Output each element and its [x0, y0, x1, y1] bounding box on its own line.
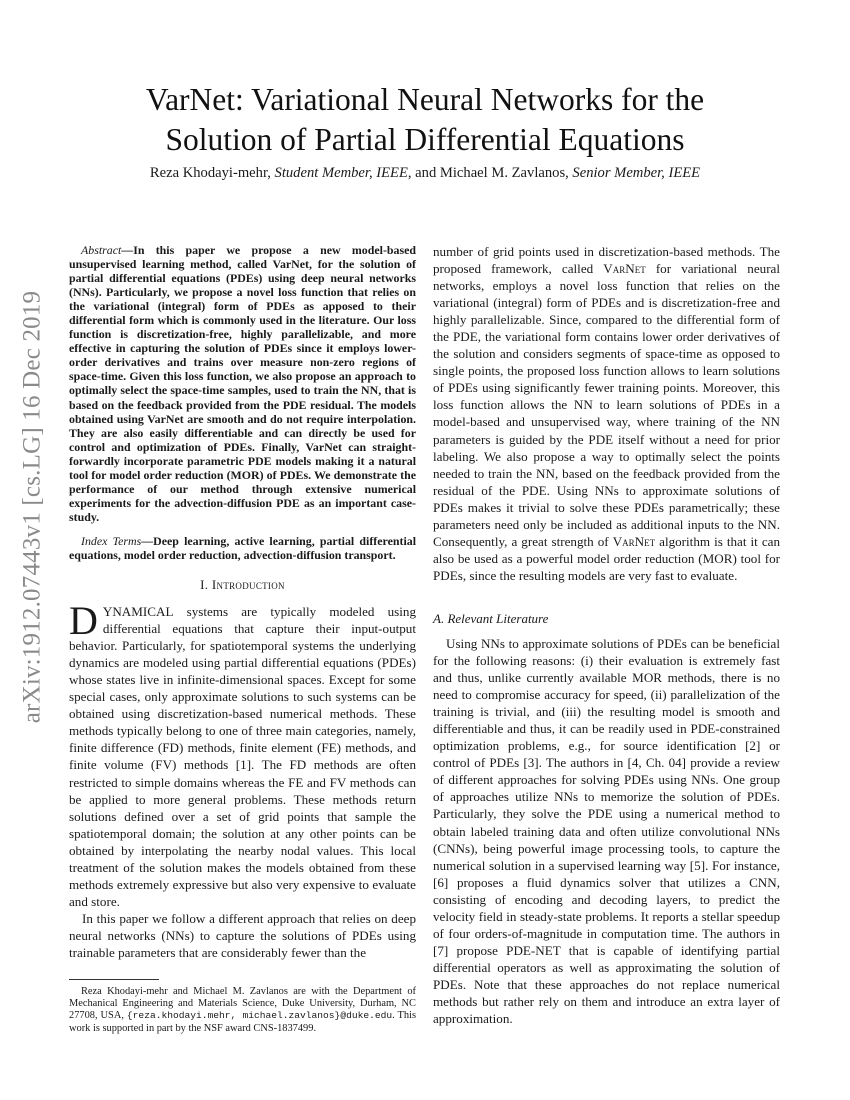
left-column — [69, 243, 416, 1035]
index-terms — [69, 534, 416, 562]
literature-paragraph: Using NNs to approximate solutions of PDEs can be beneficial for the following reasons: (i) their evaluation is extremely fast and thus, unlike currently available MOR methods, there is no need to compromise accuracy for speed, (ii) parallelization of the training is trivial, and (iii) the resulting model is smooth and differentiable and thus, it can be readily used in PDE-constrained optimization problems, e.g., for source identification [2] or control of PDEs [3]. The authors in [4, Ch. 04] provide a review of different approaches for solving PDEs using NNs. One group of approaches utilize NNs to memorize the solution of PDEs. Particularly, they solve the PDE using a numerical method to obtain labeled training data and often utilize convolutional NNs (CNNs), being powerful image processing tools, to capture the numerical solution in a supervised learning way [5]. For instance, [6] proposes a fluid dynamics solver that utilizes a CNN, consisting of encoding and decoding layers, to predict the velocity field in steady-state problems. It reports a stellar speedup of four orders-of-magnitude in computation time. The authors in [7] propose PDE-NET that is capable of identifying partial differential operators as well as approximating the solution of PDEs. Note that these approaches do not replace numerical methods but rather rely on them and introduce an extra layer of approximation. — [433, 635, 780, 1027]
footnote-funding: . This work is supported in part by the NSF award CNS-1837499. — [69, 1010, 416, 1034]
varnet-name: VarNet — [603, 261, 646, 277]
intro-paragraph-1 — [69, 598, 416, 910]
section-heading-introduction — [69, 576, 416, 593]
continued-text-b: for variational neural networks, employs a novel loss function that relies on the variational (integral) form of PDEs and is discretization-free and highly parallelizable. Since, compared to the differential form of the PDE, the variational form contains lower order derivatives of the solution and considers segments of space-time as opposed to single points, the proposed loss function allows to learn solutions of PDEs using significantly fewer training points. Moreover, this loss function allows the NN to learn solutions of PDEs in a model-based and unsupervised way, where training of the NN parameters is guided by the PDE itself without a need for prior labeling. We also propose a way to optimally select the points needed to train the NN, based on the feedback provided from the residual of the PDE. Using NNs to approximate solutions of PDEs makes it trivial to solve these PDEs parametrically; these parameters need only be included as additional inputs to the NN. Consequently, a great strength of — [433, 261, 781, 549]
index-terms-label: Index Terms — [81, 533, 142, 548]
author-line — [60, 164, 790, 182]
section-title: Introduction — [211, 577, 285, 593]
intro-paragraph-1-text: systems are typically modeled using differential equations that capture their input-output behavior. Particularly, for spatiotemporal systems the underlying dynamics are modeled using partial differential equations (PDEs) whose states live in infinite-dimensional spaces. Except for some special cases, only approximate solutions to such systems can be obtained using discretization-based numerical methods. These methods typically belong to one of three main categories, namely, finite difference (FD) methods, finite element (FE) methods, and finite volume (FV) methods [1]. The FD methods are often restricted to simple domains whereas the FE and FV methods can be applied to more general problems. These methods return solutions defined over a set of grid points that sample the spatiotemporal domain; the solution at any other points can be obtained by interpolating the nearby nodal values. This local treatment of the solution makes the models obtained from these methods extremely expressive but also very expensive to evaluate and store. — [69, 604, 416, 909]
arxiv-sidebar-stamp — [10, 292, 54, 722]
author-2-role: Senior Member, IEEE — [572, 165, 701, 181]
intro-paragraph-2: In this paper we follow a different approach that relies on deep neural networks (NNs) to capture the solutions of PDEs using trainable parameters that are considerably fewer than the — [69, 910, 416, 960]
footnote — [69, 986, 416, 1035]
author-1-name: Reza Khodayi-mehr, — [149, 165, 275, 181]
drop-cap: D — [69, 598, 98, 644]
footnote-rule — [69, 979, 159, 980]
title-line-2: Solution of Partial Differential Equations — [165, 122, 685, 157]
intro-first-word: YNAMICAL — [102, 604, 174, 620]
intro-paragraph-2-continued — [433, 243, 780, 584]
continued-text-c: algorithm is that it can also be used as a powerful model order reduction (MOR) tool for PDEs, since the resulting models are very fast to evaluate. — [433, 533, 781, 583]
title-line-1: VarNet: Variational Neural Networks for the — [145, 82, 705, 117]
abstract — [69, 243, 416, 524]
footnote-text: Reza Khodayi-mehr and Michael M. Zavlanos are with the Department of Mechanical Engineering and Materials Science, Duke University, Durham, NC 27708, USA, — [69, 986, 416, 1022]
varnet-name-2: VarNet — [612, 533, 656, 549]
abstract-text: —In this paper we propose a new model-based unsupervised learning method, called VarNet, for the solution of partial differential equations (PDEs) using deep neural networks (NNs). Particularly, we propose a novel loss function that relies on the variational (integral) form of PDEs as apposed to their differential form which is commonly used in the literature. Our loss function is discretization-free, highly parallelizable, and more effective in capturing the solution of PDEs since it employs lower-order derivatives and trains over measure non-zero regions of space-time. Given this loss function, we also propose an approach to optimally select the space-time samples, used to train the NN, that is based on the feedback provided from the PDE residual. The models obtained using VarNet are smooth and do not require interpolation. They are also easily differentiable and can directly be used for control and optimization of PDEs. Finally, VarNet can straight-forwardly incorporate parametric PDE models making it a natural tool for model order reduction (MOR) of PDEs. We demonstrate the performance of our method through extensive numerical experiments for the advection-diffusion PDE as an important case-study. — [69, 243, 416, 524]
continued-text-a: number of grid points used in discretization-based methods. The proposed framework, called — [433, 244, 780, 277]
paper-title — [60, 80, 790, 160]
right-column — [433, 243, 780, 1027]
subsection-heading-relevant-literature: A. Relevant Literature — [433, 610, 549, 626]
author-emails: {reza.khodayi.mehr, michael.zavlanos}@duke.edu — [126, 1010, 393, 1022]
author-1-role: Student Member, IEEE — [274, 165, 408, 181]
abstract-label: Abstract — [81, 243, 122, 257]
section-number: I. — [200, 577, 212, 593]
author-separator: , and Michael M. Zavlanos, — [407, 165, 573, 181]
arxiv-identifier: arXiv:1912.07443v1 [cs.LG] 16 Dec 2019 — [18, 290, 46, 724]
index-terms-text: —Deep learning, active learning, partial differential equations, model order reduction, advection-diffusion transport. — [69, 533, 416, 562]
